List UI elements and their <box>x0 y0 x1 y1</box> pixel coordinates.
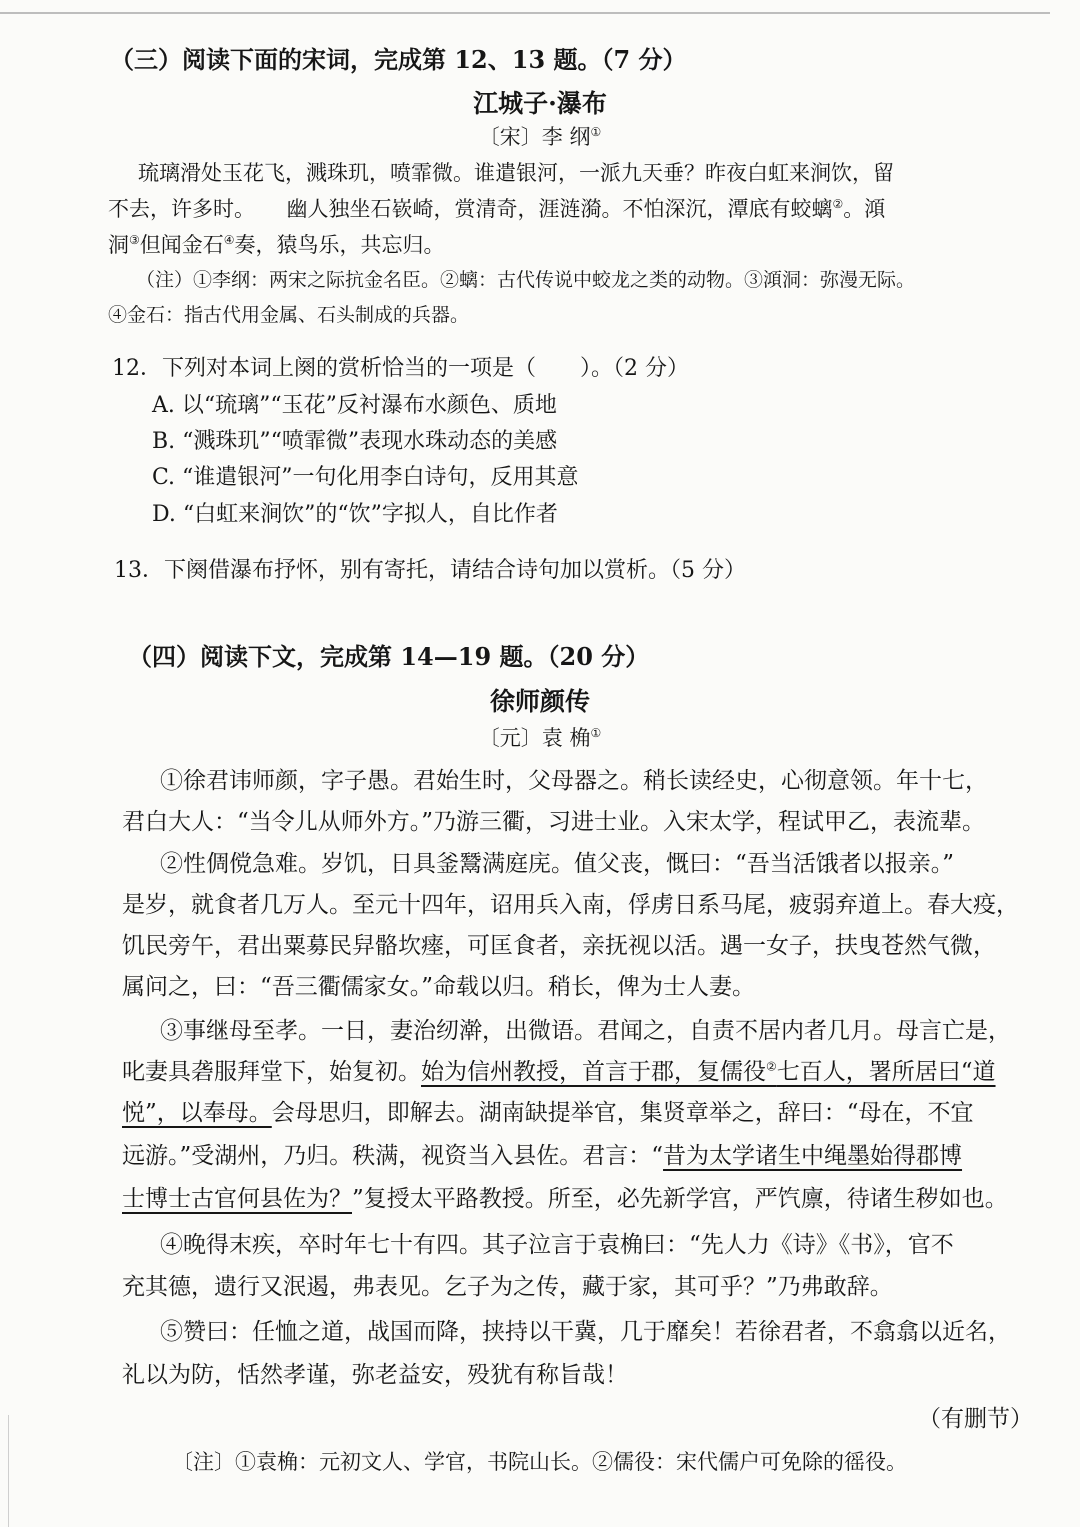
paragraph-4-line: ④晚得末疾，卒时年七十有四。其子泣言于袁桷曰：“先人力《诗》《书》，官不 <box>160 1232 954 1258</box>
poem-note-mark: ② <box>832 197 844 211</box>
plain-text: 叱妻具砻服拜堂下，始复初。 <box>122 1059 421 1085</box>
paragraph-5-line: ⑤赞曰：任恤之道，战国而降，挟持以干冀，几于靡矣！若徐君者，不翕翕以近名， <box>160 1319 1011 1345</box>
paragraph-4-line: 充其德，遗行又泯遏，弗表见。乞子为之传，藏于家，其可乎？”乃弗敢辞。 <box>122 1274 893 1300</box>
poem-note-mark: ③ <box>129 233 140 247</box>
question-12-stem: 12．下列对本词上阕的赏析恰当的一项是（ ）。（2 分） <box>112 356 689 381</box>
underlined-sentence <box>421 1059 996 1085</box>
essay-author <box>0 722 1080 752</box>
essay-author-mark: ① <box>590 726 602 740</box>
underlined-text: 七百人，署所居曰“道 <box>776 1059 996 1085</box>
poem-line-text: 但闻金石 <box>139 233 224 257</box>
paragraph-2-line: ②性倜傥急难。岁饥，日具釜鬵满庭庑。值父丧，慨曰：“吾当活饿者以报亲。” <box>160 851 955 877</box>
section3-heading: （三）阅读下面的宋词，完成第 12、13 题。（7 分） <box>110 45 687 74</box>
abridged-note: （有删节） <box>918 1406 1033 1432</box>
note-mark: ② <box>766 1059 777 1074</box>
poem-title: 江城子·瀑布 <box>473 89 607 118</box>
essay-footnote: 〔注〕①袁桷：元初文人、学官，书院山长。②儒役：宋代儒户可免除的徭役。 <box>172 1450 907 1474</box>
poem-author-name: 〔宋〕李 纲 <box>478 125 591 149</box>
poem-line-text: 洞 <box>108 233 129 257</box>
plain-text: 会母思归，即解去。湖南缺提举官，集贤章举之，辞曰：“母在，不宜 <box>271 1100 974 1126</box>
essay-title: 徐师颜传 <box>489 687 590 716</box>
poem-note: ④金石：指古代用金属、石头制成的兵器。 <box>108 304 470 326</box>
poem-line <box>108 229 445 259</box>
paragraph-2-line: 饥民旁午，君出粟募民舁骼坎瘗，可匡食者，亲抚视以活。遇一女子，扶曳苍然气微， <box>122 933 996 959</box>
question-12-option-b[interactable]: B. “溅珠玑”“喷霏微”表现水珠动态的美感 <box>152 429 558 454</box>
essay-author-name: 〔元〕袁 桷 <box>478 726 591 750</box>
poem-author <box>0 121 1080 151</box>
poem-line-text: 。澒 <box>843 197 886 221</box>
poem-line: 琉璃滑处玉花飞，溅珠玑，喷霏微。谁遣银河，一派九天垂？昨夜白虹来涧饮，留 <box>138 161 894 185</box>
poem-line <box>108 193 885 223</box>
paragraph-3-line <box>122 1053 996 1086</box>
poem-line-text: 奏，猿鸟乐，共忘归。 <box>234 233 445 257</box>
poem-note: （注）①李纲：两宋之际抗金名臣。②螭：古代传说中蛟龙之类的动物。③澒洞：弥漫无际。 <box>136 269 916 291</box>
paragraph-1-line: 君白大人：“当令儿从师外方。”乃游三衢，习进士业。入宋太学，程试甲乙，表流辈。 <box>122 809 986 835</box>
underlined-sentence: 悦”，以奉母。 <box>122 1100 272 1126</box>
question-12-option-d[interactable]: D. “白虹来涧饮”的“饮”字拟人，自比作者 <box>152 502 558 527</box>
paragraph-3-line <box>122 1180 1008 1213</box>
underlined-text: 始为信州教授，首言于郡，复儒役 <box>421 1059 766 1085</box>
plain-text: ”复授太平路教授。所至，必先新学宫，严饩廪，待诸生秽如也。 <box>352 1186 1008 1212</box>
paragraph-2-line: 属问之，曰：“吾三衢儒家女。”命载以归。稍长，俾为士人妻。 <box>122 974 756 1000</box>
poem-line-text: 不去，许多时。 幽人独坐石嵚崎，赏清奇，涯涟漪。不怕深沉，潭底有蛟螭 <box>108 197 833 221</box>
plain-text: 远游。”受湖州，乃归。秩满，视资当入县佐。君言：“ <box>122 1143 664 1169</box>
top-rule <box>0 12 1050 14</box>
paragraph-3-line: ③事继母至孝。一日，妻治纫澣，出微语。君闻之，自责不居内者几月。母言亡是， <box>160 1018 1011 1044</box>
underlined-sentence: 士博士古官何县佐为？ <box>122 1186 352 1212</box>
paragraph-3-line <box>122 1137 962 1170</box>
paragraph-1-line: ①徐君讳师颜，字子愚。君始生时，父母器之。稍长读经史，心彻意领。年十七， <box>160 768 988 794</box>
paragraph-5-line: 礼以为防，恬然孝谨，弥老益安，殁犹有称旨哉！ <box>122 1362 628 1388</box>
section4-heading: （四）阅读下文，完成第 14—19 题。（20 分） <box>128 642 650 671</box>
question-12-option-c[interactable]: C. “谁遣银河”一句化用李白诗句，反用其意 <box>152 465 579 490</box>
underlined-sentence: 昔为太学诸生中绳墨始得郡博 <box>663 1143 963 1169</box>
question-12-option-a[interactable]: A. 以“琉璃”“玉花”反衬瀑布水颜色、质地 <box>152 393 557 418</box>
question-13-stem: 13．下阕借瀑布抒怀，别有寄托，请结合诗句加以赏析。（5 分） <box>114 558 746 583</box>
paragraph-2-line: 是岁，就食者几万人。至元十四年，诏用兵入南，俘虏日系马尾，疲弱弃道上。春大疫， <box>122 892 1019 918</box>
poem-author-mark: ① <box>590 125 602 139</box>
paragraph-3-line <box>122 1094 974 1127</box>
poem-note-mark: ④ <box>223 233 235 247</box>
left-edge-line <box>8 1415 9 1527</box>
